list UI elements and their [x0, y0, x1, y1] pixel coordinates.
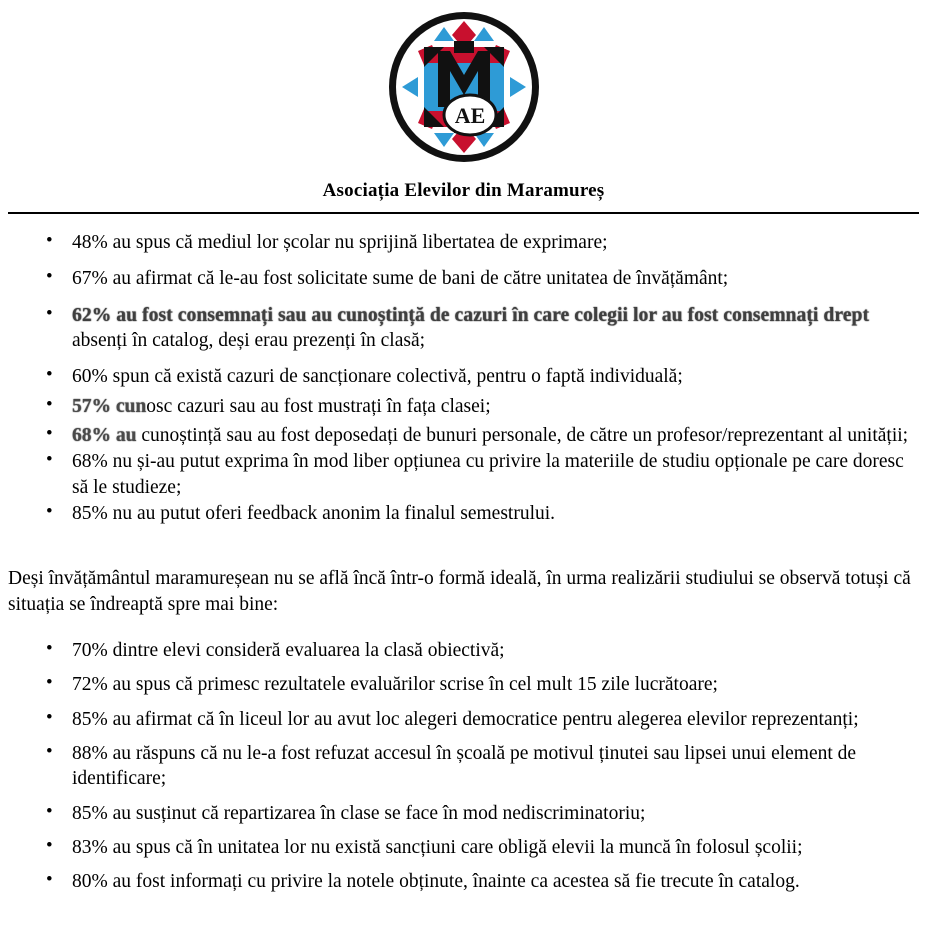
list-item [46, 394, 919, 419]
findings-negative-list [8, 230, 919, 526]
list-item: • 85% au susținut că repartizarea în clase se face în mod nediscriminatoriu; [46, 801, 919, 826]
list-item: • 88% au răspuns că nu le-a fost refuzat accesul în școală pe motivul ținutei sau lipsei unui element de identificare; [46, 741, 919, 792]
highlighted-statistic: 68% au [72, 425, 137, 447]
list-item [46, 423, 919, 448]
highlighted-statistic: 62% au fost consemnați sau au cunoștință de cazuri în care colegii lor au fost consemnați drept [72, 304, 870, 326]
list-item [46, 303, 919, 354]
horizontal-divider [8, 212, 919, 214]
svg-text:AE: AE [454, 103, 485, 128]
list-item [46, 230, 919, 255]
list-item-text: absenți în catalog, deși erau prezenți în clasă; [72, 330, 426, 352]
list-item-text: 48% au spus că mediul lor școlar nu sprijină libertatea de exprimare; [72, 232, 608, 253]
intro-paragraph: Deși învățământul maramureșean nu se află încă într-o formă ideală, în urma realizării studiului se observă totuși că situația se îndreaptă spre mai bine: [8, 568, 911, 616]
list-item-text: 68% nu și-au putut exprima în mod liber opțiunea cu privire la materiile de studiu opționale pe care doresc să le studieze; [72, 451, 904, 498]
list-item [46, 449, 919, 500]
organization-title: Asociația Elevilor din Maramureș [322, 180, 605, 201]
list-item [46, 501, 919, 526]
list-item-text: 85% nu au putut oferi feedback anonim la finalul semestrului. [72, 503, 556, 525]
findings-positive-list [8, 638, 919, 895]
logo-container [8, 0, 919, 152]
list-item: • 70% dintre elevi consideră evaluarea la clasă obiectivă; [46, 638, 919, 663]
list-item [46, 266, 919, 291]
list-item [46, 364, 919, 389]
list-item: • 83% au spus că în unitatea lor nu există sancțiuni care obligă elevii la muncă în folosul școlii; [46, 835, 919, 860]
list-item: • 80% au fost informați cu privire la notele obținute, înainte ca acestea să fie trecute în catalog. [46, 869, 919, 894]
list-item-text: osc cazuri sau au fost mustrați în fața clasei; [146, 395, 491, 417]
highlighted-statistic: 57% cun [72, 395, 147, 417]
mae-logo-icon [388, 11, 540, 163]
list-item-text: 60% spun că există cazuri de sancționare colectivă, pentru o faptă individuală; [72, 366, 683, 388]
list-item-text: cunoștință sau au fost deposedați de bunuri personale, de către un profesor/reprezentant al unității; [136, 425, 909, 447]
list-item-text: 67% au afirmat că le-au fost solicitate sume de bani de către unitatea de învățământ; [72, 268, 729, 290]
list-item: • 85% au afirmat că în liceul lor au avut loc alegeri democratice pentru alegerea elevilor reprezentanți; [46, 707, 919, 732]
list-item: • 72% au spus că primesc rezultatele evaluărilor scrise în cel mult 15 zile lucrătoare; [46, 672, 919, 697]
